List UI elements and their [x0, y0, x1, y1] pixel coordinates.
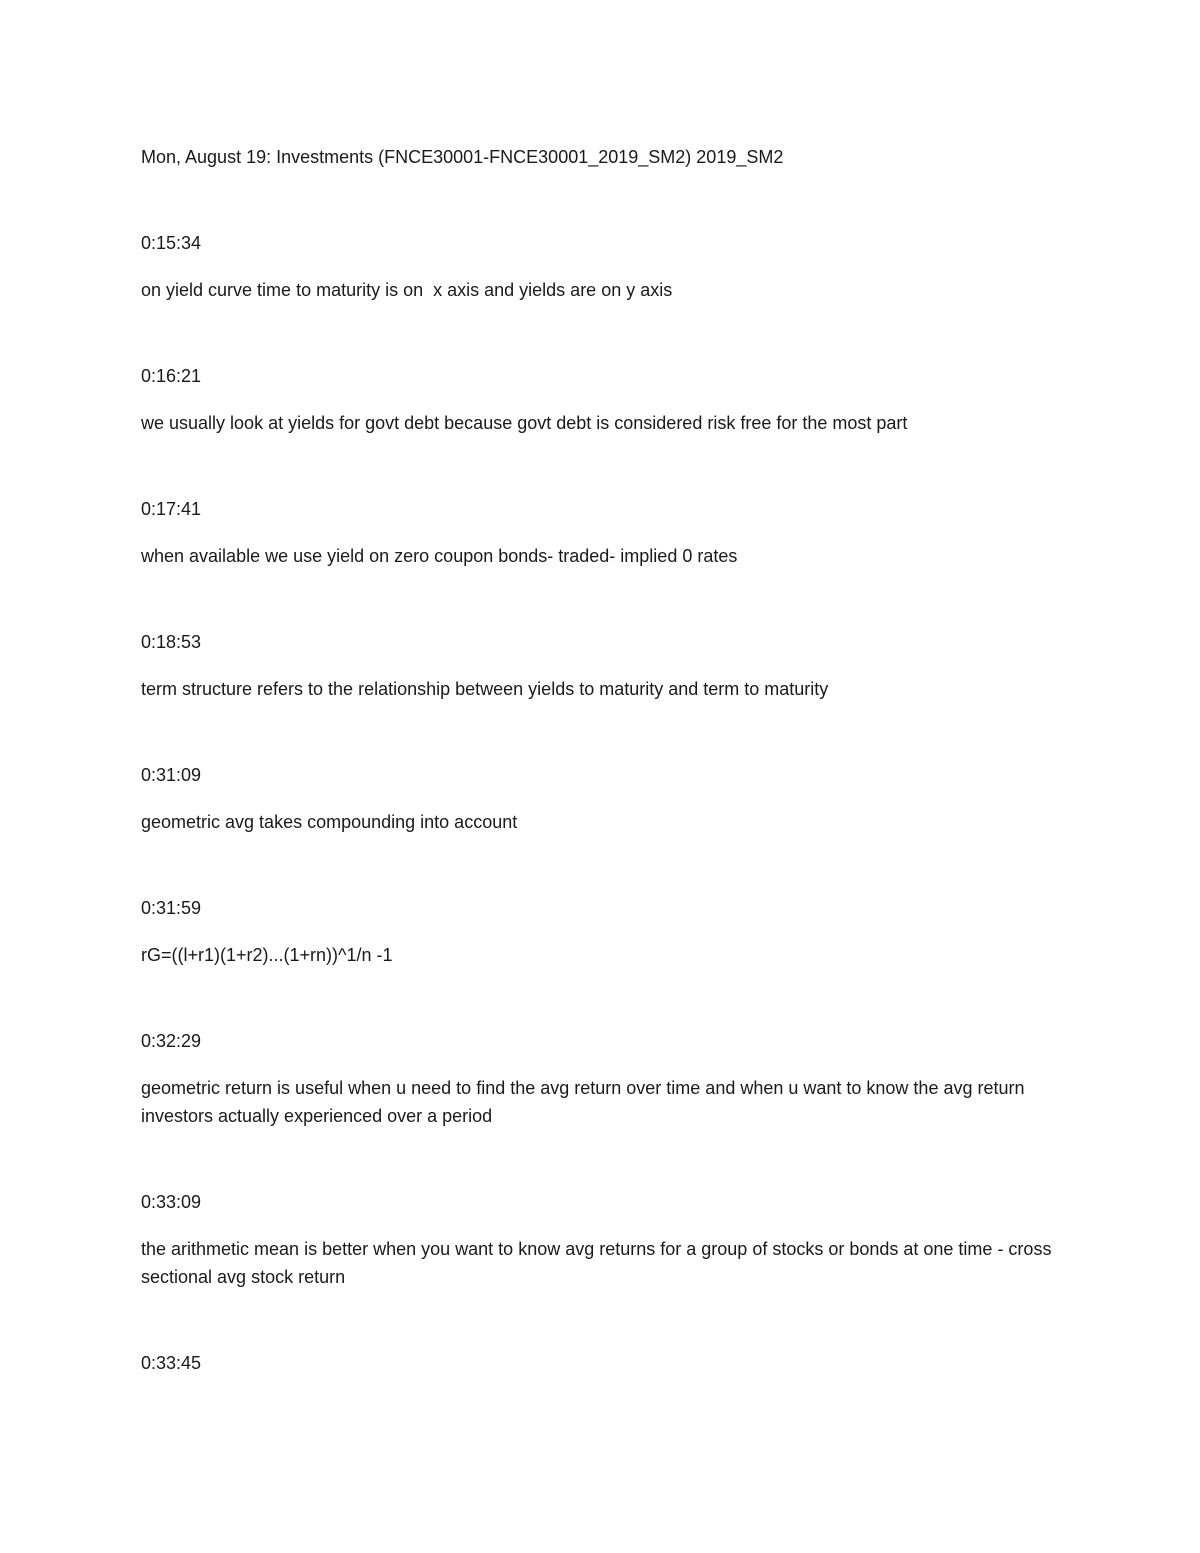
note-timestamp: 0:31:09	[141, 765, 202, 785]
note-entry	[141, 229, 1061, 304]
note-entry	[141, 761, 1061, 836]
note-entry	[141, 628, 1061, 703]
note-timestamp: 0:33:45	[141, 1353, 202, 1373]
note-text: when available we use yield on zero coupon bonds- traded- implied 0 rates	[141, 546, 738, 566]
note-entry	[141, 894, 1061, 969]
note-entry	[141, 1349, 1061, 1377]
note-timestamp: 0:32:29	[141, 1031, 202, 1051]
note-timestamp: 0:31:59	[141, 898, 202, 918]
note-entry	[141, 1188, 1061, 1291]
note-timestamp: 0:15:34	[141, 233, 202, 253]
note-timestamp: 0:17:41	[141, 499, 202, 519]
note-text: on yield curve time to maturity is on x axis and yields are on y axis	[141, 280, 673, 300]
note-text: the arithmetic mean is better when you want to know avg returns for a group of stocks or bonds at one time - cross sectional avg stock return	[141, 1239, 1057, 1287]
note-text: geometric return is useful when u need to find the avg return over time and when u want to know the avg return investors actually experienced over a period	[141, 1078, 1030, 1126]
note-timestamp: 0:18:53	[141, 632, 202, 652]
note-text: term structure refers to the relationship between yields to maturity and term to maturity	[141, 679, 829, 699]
document-body	[141, 143, 1061, 1396]
note-entry	[141, 495, 1061, 570]
document-title: Mon, August 19: Investments (FNCE30001-FNCE30001_2019_SM2) 2019_SM2	[141, 147, 784, 167]
note-text: geometric avg takes compounding into account	[141, 812, 518, 832]
note-entry	[141, 362, 1061, 437]
note-timestamp: 0:16:21	[141, 366, 202, 386]
note-text: we usually look at yields for govt debt because govt debt is considered risk free for the most part	[141, 413, 908, 433]
note-timestamp: 0:33:09	[141, 1192, 202, 1212]
note-entry	[141, 1027, 1061, 1130]
note-formula: rG=((l+r1)(1+r2)...(1+rn))^1/n -1	[141, 945, 393, 965]
